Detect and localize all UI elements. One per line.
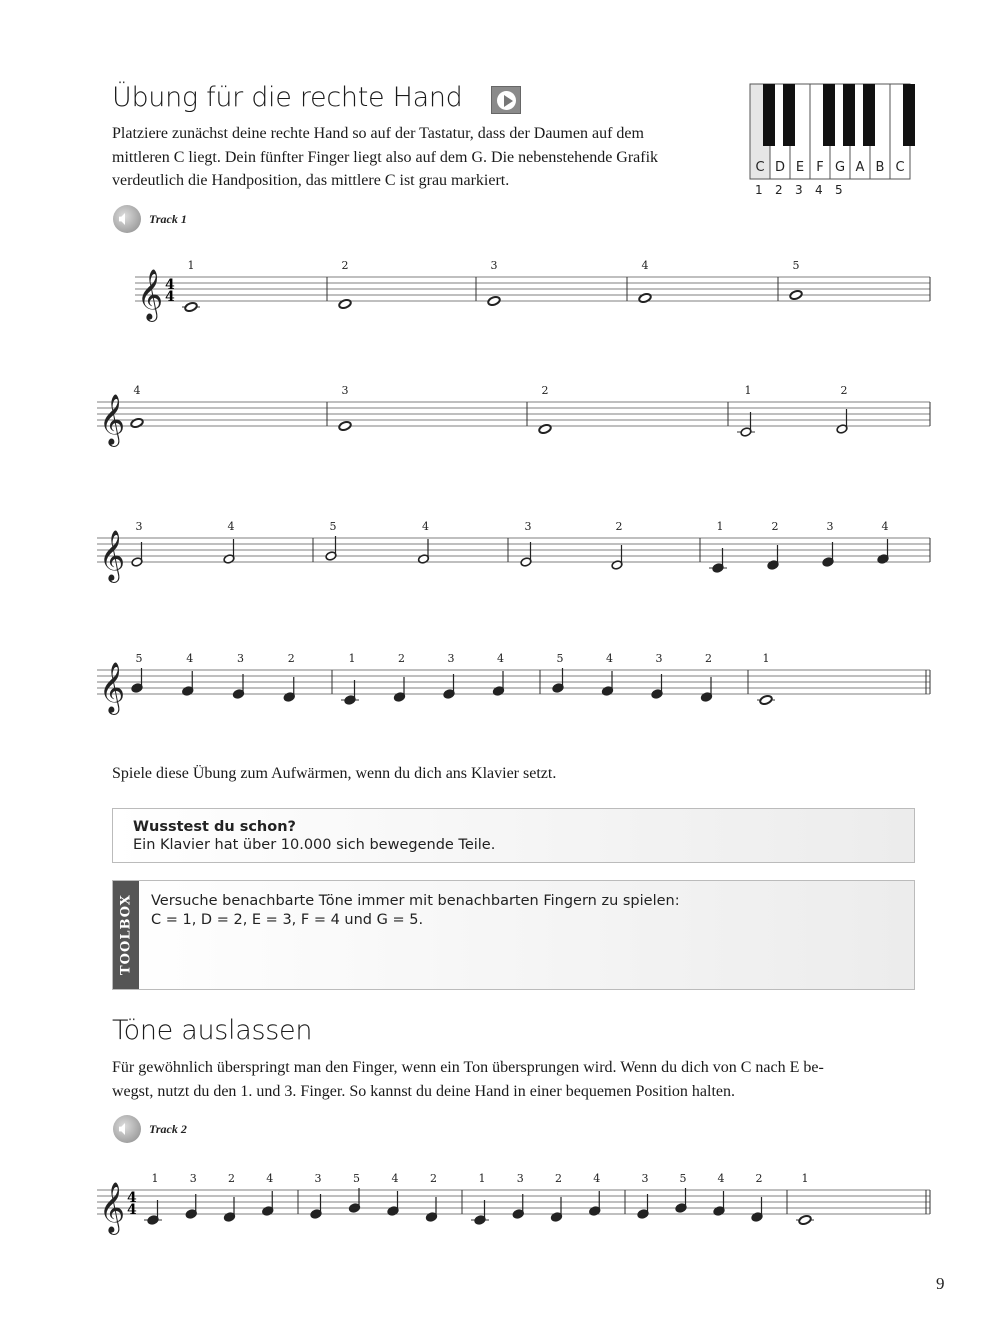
finger-number: 3 bbox=[189, 1172, 197, 1185]
finger-number: 3 bbox=[490, 259, 498, 272]
finger-number: 3 bbox=[516, 1172, 524, 1185]
black-key bbox=[763, 84, 775, 146]
whole-note bbox=[338, 299, 352, 310]
whole-note bbox=[538, 424, 552, 435]
finger-number: 1 bbox=[801, 1172, 809, 1185]
finger-number: 2 bbox=[755, 1172, 763, 1185]
speaker-icon[interactable] bbox=[113, 1115, 141, 1143]
key-label: C bbox=[755, 160, 765, 175]
finger-number: 3 bbox=[135, 520, 143, 533]
paragraph-line: wegst, nutzt du den 1. und 3. Finger. So kannst du deine Hand in einer bequemen Position halten. bbox=[112, 1082, 736, 1100]
finger-number: 4 bbox=[391, 1172, 399, 1185]
time-signature-bottom: 4 bbox=[127, 1202, 137, 1218]
piano-keyboard-diagram bbox=[749, 83, 915, 181]
finger-number: 3 bbox=[795, 183, 803, 197]
finger-number: 4 bbox=[497, 652, 504, 665]
finger-number: 4 bbox=[815, 183, 823, 197]
time-signature-top: 4 bbox=[165, 277, 175, 293]
section-title-right-hand: Übung für die rechte Hand bbox=[112, 82, 463, 113]
key-label: E bbox=[795, 160, 805, 175]
time-signature-bottom: 4 bbox=[165, 289, 175, 305]
black-key bbox=[783, 84, 795, 146]
finger-number: 2 bbox=[430, 1172, 437, 1185]
finger-number: 1 bbox=[478, 1172, 486, 1185]
finger-number: 5 bbox=[329, 520, 337, 533]
music-staff-5 bbox=[0, 1158, 1000, 1238]
black-key bbox=[843, 84, 855, 146]
finger-number: 4 bbox=[266, 1172, 274, 1185]
finger-number: 2 bbox=[398, 652, 405, 665]
finger-number: 5 bbox=[556, 652, 564, 665]
toolbox-label: TOOLBOX bbox=[113, 881, 139, 989]
finger-number: 4 bbox=[641, 259, 649, 272]
music-staff-3 bbox=[0, 506, 1000, 586]
key-label: D bbox=[774, 160, 786, 175]
finger-number: 4 bbox=[133, 384, 141, 397]
finger-number: 4 bbox=[881, 520, 889, 533]
finger-number: 4 bbox=[606, 652, 613, 665]
info-box bbox=[112, 808, 915, 863]
whole-note bbox=[130, 418, 144, 429]
toolbox-line: C = 1, D = 2, E = 3, F = 4 und G = 5. bbox=[151, 912, 424, 928]
finger-number: 2 bbox=[541, 384, 549, 397]
finger-number: 2 bbox=[287, 652, 295, 665]
finger-number: 1 bbox=[187, 259, 195, 272]
finger-number: 3 bbox=[314, 1172, 322, 1185]
treble-clef-icon: 𝄞 bbox=[99, 662, 126, 713]
finger-number: 2 bbox=[341, 259, 349, 272]
key-label: A bbox=[855, 160, 865, 175]
finger-number: 2 bbox=[705, 652, 712, 665]
finger-number: 2 bbox=[840, 384, 848, 397]
whole-note bbox=[338, 421, 352, 432]
warmup-text: Spiele diese Übung zum Aufwärmen, wenn du dich ans Klavier setzt. bbox=[112, 765, 557, 782]
finger-number: 3 bbox=[826, 520, 834, 533]
finger-number: 3 bbox=[447, 652, 455, 665]
finger-number: 4 bbox=[227, 520, 235, 533]
finger-number: 3 bbox=[641, 1172, 649, 1185]
key-label: B bbox=[875, 160, 885, 175]
finger-number: 1 bbox=[716, 520, 724, 533]
black-key bbox=[863, 84, 875, 146]
finger-number: 5 bbox=[835, 183, 843, 197]
treble-clef-icon: 𝄞 bbox=[137, 269, 164, 320]
track-label: Track 2 bbox=[149, 1121, 187, 1136]
track-2[interactable] bbox=[113, 1115, 187, 1143]
finger-number: 4 bbox=[593, 1172, 601, 1185]
finger-number: 4 bbox=[422, 520, 429, 533]
whole-note bbox=[638, 293, 652, 304]
finger-number: 3 bbox=[655, 652, 663, 665]
info-box-text: Ein Klavier hat über 10.000 sich bewegende Teile. bbox=[133, 837, 496, 853]
finger-number: 1 bbox=[151, 1172, 159, 1185]
music-staff-1 bbox=[0, 245, 1000, 325]
key-label: C bbox=[895, 160, 905, 175]
finger-number: 5 bbox=[792, 259, 800, 272]
finger-number: 1 bbox=[762, 652, 770, 665]
paragraph-line: mittleren C liegt. Dein fünfter Finger liegt also auf dem G. Die nebenstehende Grafik bbox=[112, 148, 659, 166]
music-staff-4 bbox=[0, 638, 1000, 718]
black-key bbox=[903, 84, 915, 146]
finger-number: 3 bbox=[237, 652, 244, 665]
track-1[interactable] bbox=[113, 205, 187, 233]
finger-number: 2 bbox=[775, 183, 783, 197]
whole-note bbox=[759, 695, 773, 706]
page-number: 9 bbox=[936, 1274, 945, 1293]
finger-number: 2 bbox=[771, 520, 779, 533]
finger-number: 5 bbox=[135, 652, 143, 665]
whole-note bbox=[798, 1215, 812, 1226]
section-title-skip-notes: Töne auslassen bbox=[112, 1015, 313, 1046]
finger-number: 3 bbox=[524, 520, 532, 533]
intro-paragraph bbox=[112, 122, 732, 193]
key-label: G bbox=[834, 160, 846, 175]
whole-note bbox=[789, 290, 803, 301]
black-key bbox=[823, 84, 835, 146]
whole-note bbox=[487, 296, 501, 307]
finger-numbers bbox=[755, 183, 855, 197]
music-staff-2 bbox=[0, 370, 1000, 450]
finger-number: 1 bbox=[348, 652, 356, 665]
paragraph-line: Platziere zunächst deine rechte Hand so auf der Tastatur, dass der Daumen auf dem bbox=[112, 125, 644, 142]
finger-number: 4 bbox=[186, 652, 194, 665]
play-video-icon[interactable] bbox=[491, 86, 521, 114]
treble-clef-icon: 𝄞 bbox=[99, 394, 126, 445]
info-box-title: Wusstest du schon? bbox=[133, 819, 296, 835]
speaker-icon[interactable] bbox=[113, 205, 141, 233]
time-signature-top: 4 bbox=[127, 1190, 137, 1206]
whole-note bbox=[184, 302, 198, 313]
skip-notes-paragraph bbox=[112, 1056, 922, 1103]
toolbox bbox=[112, 880, 915, 990]
finger-number: 2 bbox=[228, 1172, 235, 1185]
track-label: Track 1 bbox=[149, 211, 187, 226]
treble-clef-icon: 𝄞 bbox=[99, 1182, 126, 1233]
key-label: F bbox=[816, 160, 824, 175]
paragraph-line: verdeutlich die Handposition, das mittlere C ist grau markiert. bbox=[112, 172, 510, 189]
treble-clef-icon: 𝄞 bbox=[99, 530, 126, 581]
finger-number: 1 bbox=[744, 384, 752, 397]
finger-number: 2 bbox=[555, 1172, 562, 1185]
finger-number: 2 bbox=[615, 520, 623, 533]
finger-number: 5 bbox=[679, 1172, 687, 1185]
finger-number: 4 bbox=[717, 1172, 725, 1185]
paragraph-line: Für gewöhnlich überspringt man den Finger, wenn ein Ton übersprungen wird. Wenn du dich von C nach E be- bbox=[112, 1059, 824, 1076]
finger-number: 3 bbox=[341, 384, 349, 397]
finger-number: 1 bbox=[755, 183, 763, 197]
toolbox-line: Versuche benachbarte Töne immer mit benachbarten Fingern zu spielen: bbox=[151, 893, 680, 909]
finger-number: 5 bbox=[353, 1172, 360, 1185]
